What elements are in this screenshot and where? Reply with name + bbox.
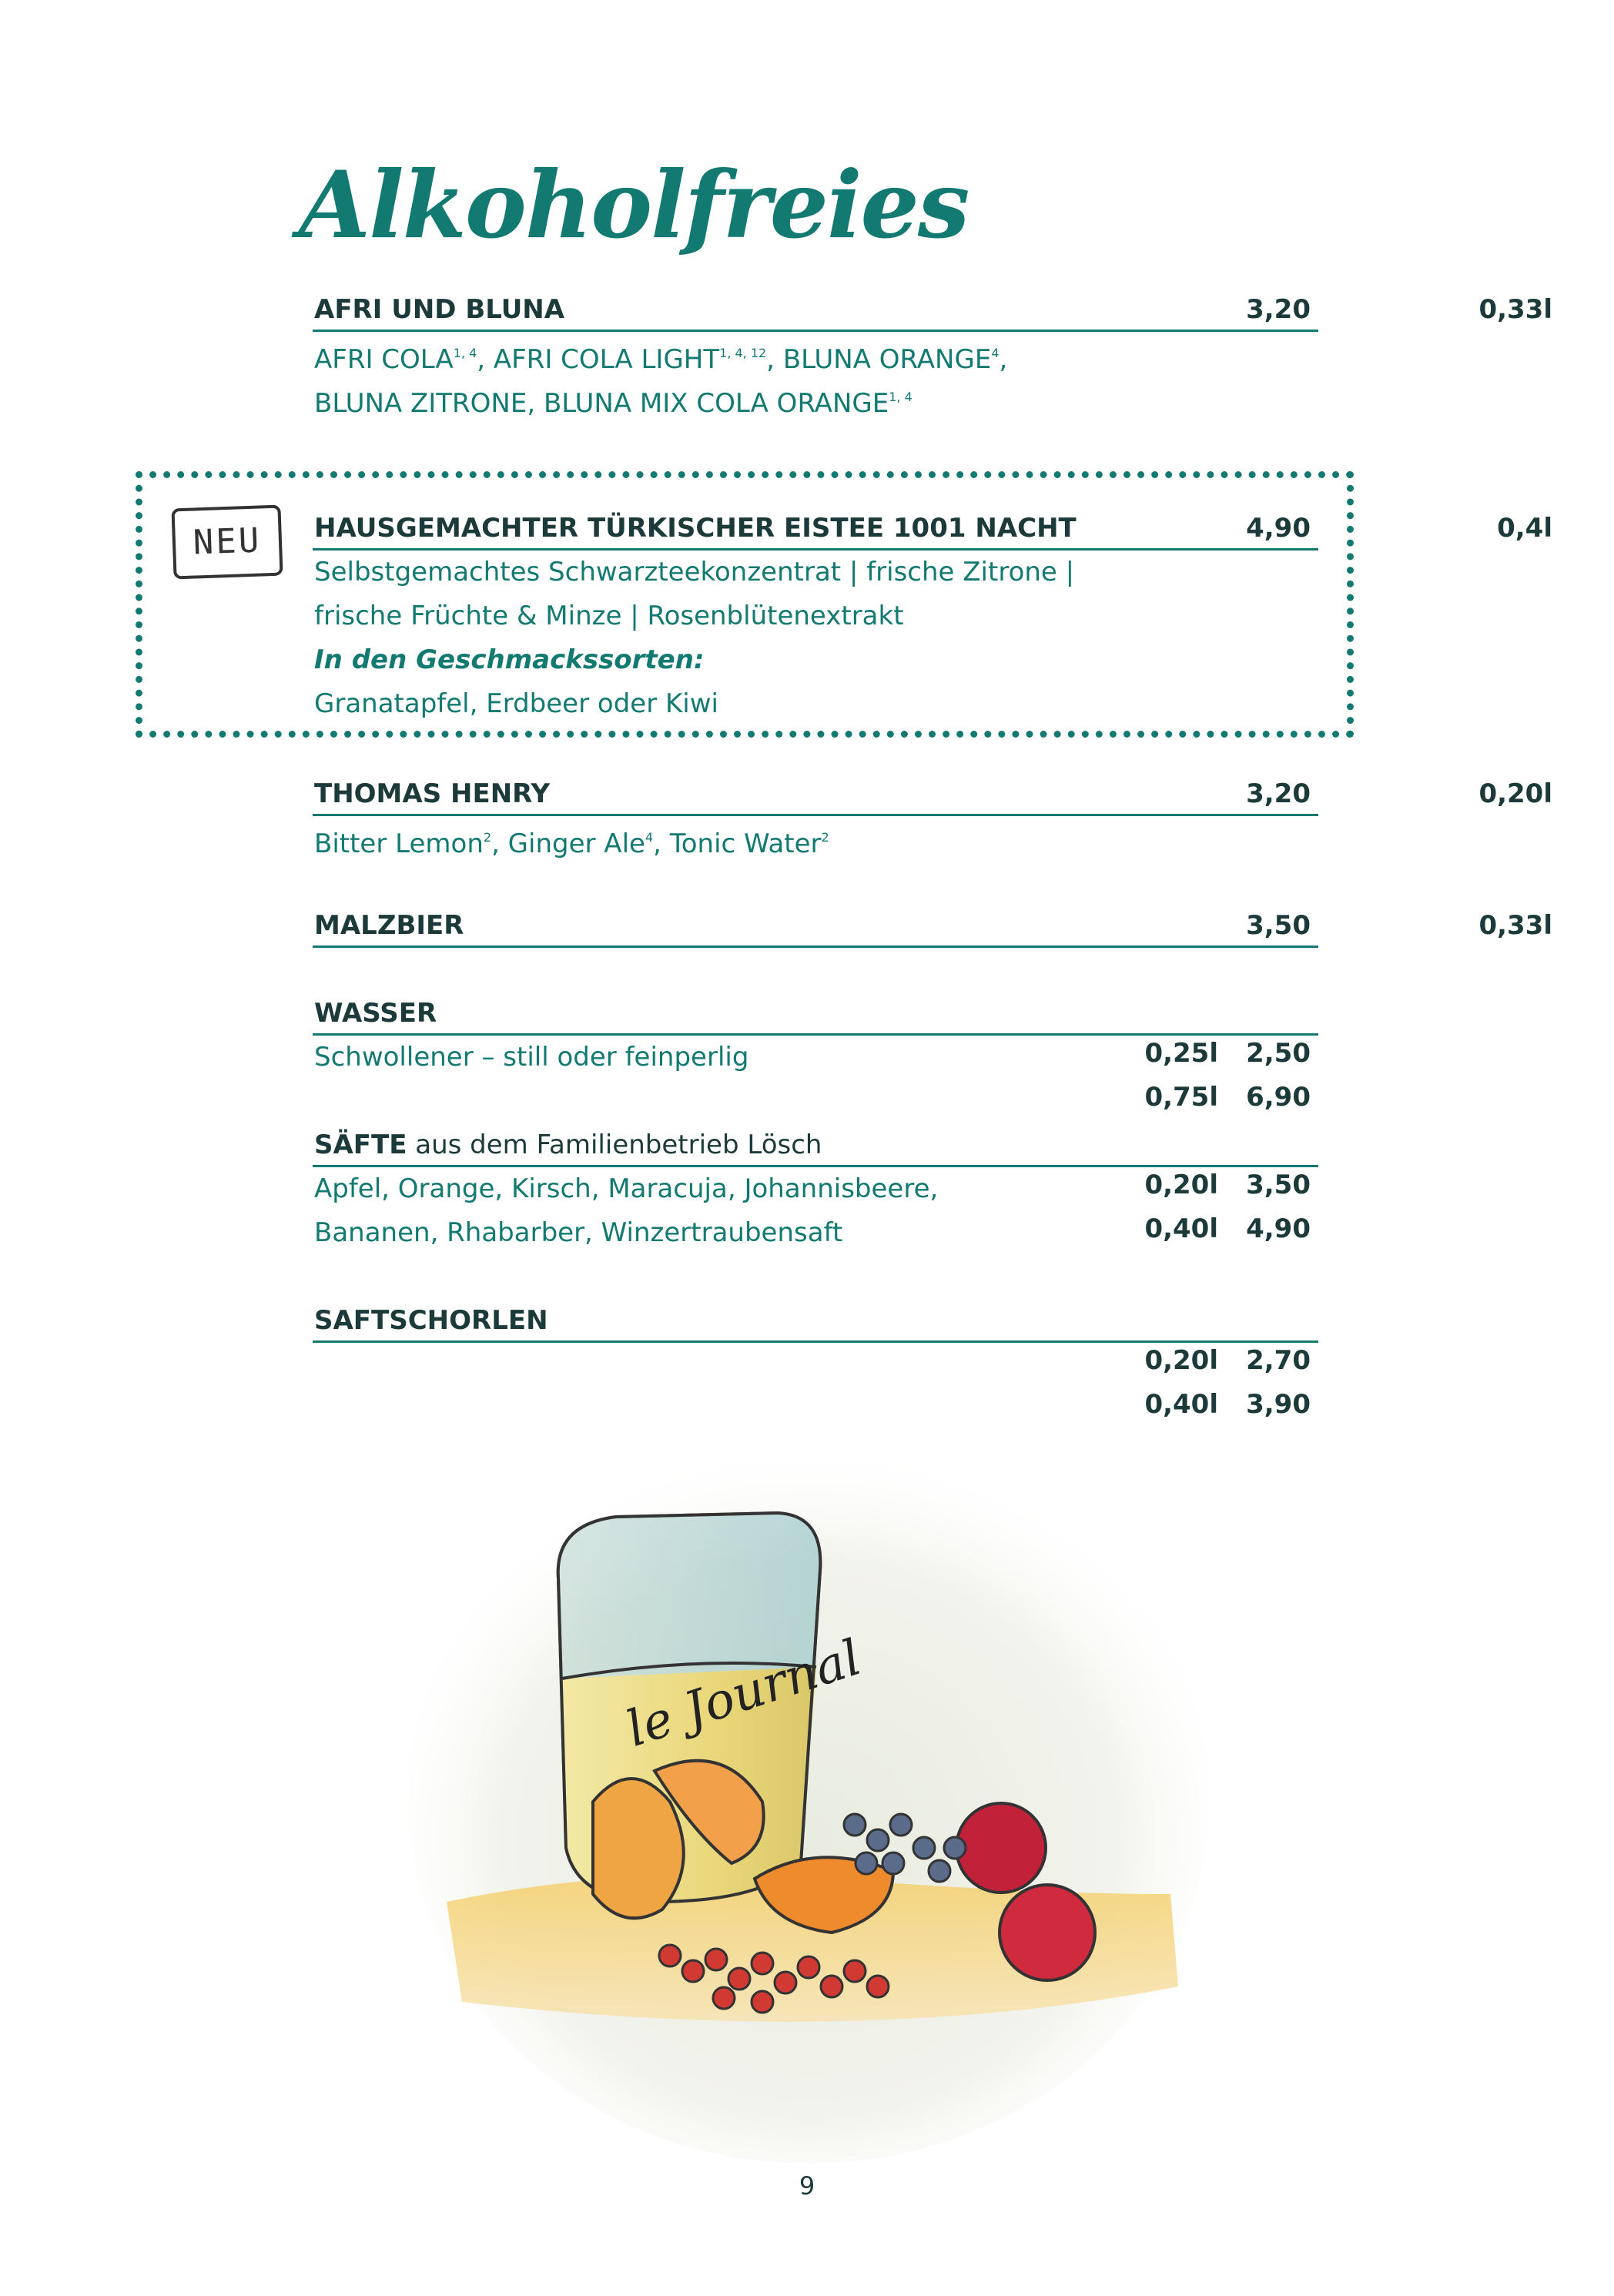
menu-item-afri-bluna: [313, 288, 1552, 332]
glass-label: le Journal: [620, 1629, 869, 1759]
item-description: BLUNA ZITRONE, BLUNA MIX COLA ORANGE$^{1, 4}$: [314, 388, 912, 419]
item-volume: 0,25l: [1144, 1038, 1218, 1069]
item-volume: 0,40l: [1144, 1213, 1218, 1244]
item-description: Schwollener – still oder feinperlig: [314, 1042, 749, 1073]
price-line: [313, 1213, 1318, 1252]
item-name: AFRI UND BLUNA: [314, 294, 565, 325]
item-volume: 0,20l: [1144, 1170, 1218, 1200]
flavors-label: In den Geschmackssorten:: [314, 644, 705, 675]
item-description: Granatapfel, Erdbeer oder Kiwi: [314, 688, 718, 719]
drink-illustration: [400, 1371, 1217, 2164]
item-price: 2,70: [1246, 1345, 1311, 1376]
menu-item-eistee: [313, 507, 1552, 551]
item-price: 2,50: [1246, 1038, 1311, 1069]
item-description: AFRI COLA$^{1, 4}$, AFRI COLA LIGHT$^{1, 4, 12}$, BLUNA ORANGE$^4$,: [314, 344, 1008, 375]
item-price: 3,50: [1246, 910, 1311, 941]
item-name: MALZBIER: [314, 910, 464, 941]
menu-item-saefte: [313, 1123, 1318, 1167]
item-volume: 0,75l: [1144, 1082, 1218, 1113]
price-line: [313, 1082, 1318, 1120]
orange-slice: [593, 1779, 684, 1918]
page-number: 9: [799, 2171, 815, 2201]
item-price: 3,20: [1246, 294, 1311, 325]
item-price: 4,90: [1246, 513, 1311, 544]
item-volume: 0,33l: [1478, 294, 1552, 325]
item-name: SAFTSCHORLEN: [314, 1305, 548, 1336]
item-description: Apfel, Orange, Kirsch, Maracuja, Johannisbeere,: [314, 1173, 939, 1204]
item-price: 3,50: [1246, 1170, 1311, 1200]
apple: [956, 1803, 1046, 1893]
item-volume: 0,33l: [1478, 910, 1552, 941]
item-volume: 0,20l: [1144, 1345, 1218, 1376]
menu-item-malzbier: [313, 904, 1552, 948]
item-description: Bananen, Rhabarber, Winzertraubensaft: [314, 1217, 843, 1248]
item-volume: 0,40l: [1144, 1389, 1218, 1420]
menu-item-saftschorlen: [313, 1299, 1318, 1343]
item-volume: 0,20l: [1478, 778, 1552, 809]
price-line: [313, 1170, 1318, 1208]
item-description: frische Früchte & Minze | Rosenblütenextrakt: [314, 601, 904, 631]
item-price: 6,90: [1246, 1082, 1311, 1113]
item-name: HAUSGEMACHTER TÜRKISCHER EISTEE 1001 NACHT: [314, 513, 1077, 544]
menu-item-thomas-henry: [313, 772, 1552, 816]
item-description: Bitter Lemon$^2$, Ginger Ale$^4$, Tonic Water$^2$: [314, 828, 829, 859]
item-description: Selbstgemachtes Schwarzteekonzentrat | frische Zitrone |: [314, 557, 1075, 587]
item-price: 3,20: [1246, 778, 1311, 809]
apple: [1000, 1885, 1095, 1980]
price-line: [313, 1038, 1318, 1076]
item-price: 3,90: [1246, 1389, 1311, 1420]
item-name: WASSER: [314, 998, 437, 1029]
item-price: 4,90: [1246, 1213, 1311, 1244]
menu-item-wasser: [313, 992, 1318, 1036]
divider: [313, 946, 1318, 948]
item-volume: 0,4l: [1497, 513, 1552, 544]
divider: [313, 1340, 1318, 1343]
item-name: SÄFTE aus dem Familienbetrieb Lösch: [314, 1130, 822, 1160]
new-badge: NEU: [171, 505, 283, 580]
page-title: Alkoholfreies: [299, 151, 969, 259]
item-name: THOMAS HENRY: [314, 778, 551, 809]
